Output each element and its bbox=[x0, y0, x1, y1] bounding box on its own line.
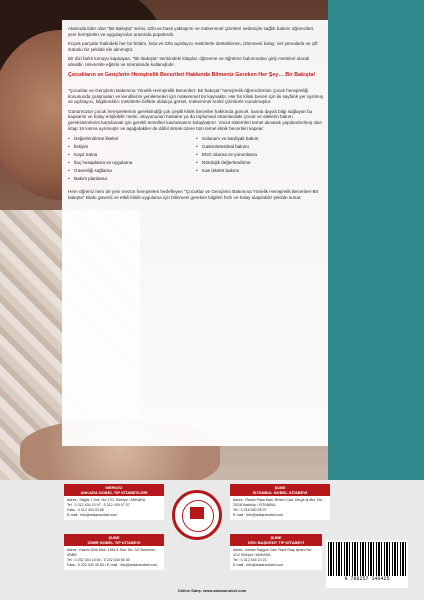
isbn-number: 9 786257 146425 bbox=[344, 576, 390, 582]
address-line: E-mail : info@ankaranobel.com bbox=[67, 513, 118, 517]
list-item: • Solunum ve kardiyak bakım bbox=[196, 135, 324, 143]
address-merkez bbox=[64, 484, 164, 520]
list-item: • Bakım planlama bbox=[68, 175, 196, 183]
teal-side-band bbox=[328, 0, 424, 480]
online-sales-link[interactable]: Online Satış: www.ankaranobel.com bbox=[177, 588, 247, 593]
logo-mark bbox=[190, 507, 204, 519]
text-panel bbox=[62, 20, 328, 446]
intro-paragraph-1: Alanında lider olan "Bir Bakışta" serisi, özlü ve basit yaklaşımı ve mükemmel çizimleri nedeniyle sağlık bakımı öğrencileri, yeni hemşireler ve uygulayıcılar arasında popülerdir. bbox=[68, 26, 315, 37]
skills-list-left bbox=[68, 135, 196, 183]
address-krc-body bbox=[230, 546, 322, 570]
address-line: Adres : Sağlık 1 Sok. No:17/C Sıhhiye / ANKARA bbox=[67, 498, 146, 502]
headline: Çocukların ve Gençlerin Hemşirelik Becerileri Hakkında Bilmeniz Gereken Her Şey… Bir Bakışta! bbox=[68, 71, 316, 78]
address-line: E-mail : info@ankaranobel.com bbox=[233, 513, 284, 517]
address-line: Adres : Rasim Paşa Mah. Rıhtım Cad. Derya İş Mrk. No: 20/18 Kadıköy / İSTANBUL bbox=[233, 498, 323, 507]
address-line: Faks : 0 232 343 30 83 • E-mail : info@ankaranobel.com bbox=[67, 563, 158, 567]
body-paragraph-2: Günümüzün çocuk hemşirelerinin gereksindiği çok çeşitli klinik beceriler hakkında güncel, kanıta dayalı bilgi sağlayan bu kapsamlı ve kolay erişilebilir metin, okuyucunun hastane ya da toplumsal ortamlardaki çocuk ve ailelerin bakım gereksinimlerini karşılamak için gerekli temelleri kavramasını kolaylaştırır. Vücut sistemleri temel alınarak yapılandırılmış olan kitap 16 kısma ayrılmıştır ve aşağıdakiler de dâhil olmak üzere tüm temel klinik becerileri kapsar: bbox=[68, 108, 323, 131]
address-istanbul-body bbox=[230, 496, 330, 520]
list-item: • Gastrointestinal bakımı bbox=[196, 143, 324, 151]
address-line: E-mail : info@ankaranobel.com bbox=[233, 563, 284, 567]
list-item: • Güvenliği sağlama bbox=[68, 167, 196, 175]
body-paragraph-1: "Çocuklar ve Gençlerin Bakımına Yönelik Hemşirelik Becerileri- Bir bakışta" hemşirelik öğrencilerinin çocuk hemşireliği konusunda çalışmaları ve kendilerini yenilemeleri için mükemmel bir kaynaktır. Her bir klinik beceri için iki sayfalık yer ayrılmış ve açıklayıcı, bilgilendirici metinlerle birlikte oldukça görsel, mükemmel renkli çizimlerle sunulmuştur. bbox=[68, 87, 324, 105]
address-istanbul bbox=[230, 484, 330, 520]
list-item: • İlaç hesaplama ve uygulama bbox=[68, 159, 196, 167]
address-line: Faks : 0 312 434 03 86 bbox=[67, 508, 104, 512]
intro-paragraph-3: Bir dizi farklı konuyu kapsayan, "Bir Bakışta" serisindeki kitaplar, öğrenme ve öğretme bakımından giriş metinleri olarak idealdir, üniversite eğitimi ve sonrasında kullanışlıdır. bbox=[68, 56, 310, 67]
address-izmir bbox=[64, 534, 164, 570]
address-line: Tel : 0 312 434 10 97 - 0 312 434 07 07 bbox=[67, 503, 130, 507]
address-izmir-title: ŞUBE İZMİR NOBEL TIP KİTABEVİ bbox=[64, 534, 164, 546]
address-merkez-body bbox=[64, 496, 164, 520]
address-line: Tel : 0 232 343 15 50 - 0 232 343 60 30 bbox=[67, 558, 130, 562]
skills-list bbox=[68, 135, 324, 183]
list-item: • İletişim bbox=[68, 143, 196, 151]
list-item: • Kas iskelet bakımı bbox=[196, 167, 324, 175]
address-izmir-body bbox=[64, 546, 164, 570]
intro-paragraph-2: Küçük parçalar halindeki her bir bölüm, kısa ve özlü açıklayıcı metinlerle desteklenen, izlenmesi kolay; net şemalarla ve çift sütunlu bir şekilde ele alınmıştır. bbox=[68, 41, 318, 52]
list-item: • Nörolojik değerlendirme bbox=[196, 159, 324, 167]
address-krc-title: ŞUBE KRC BAŞKENT TIP KİTABEVİ bbox=[230, 534, 322, 546]
publisher-logo-seal bbox=[172, 490, 222, 540]
skills-list-right bbox=[196, 135, 324, 183]
address-krc bbox=[230, 534, 322, 570]
address-line: Adres : Adnan Saygun Cad. Rauf Oray İşhanı No: 4/12 Sıhhiye / ANKARA bbox=[233, 548, 313, 557]
address-istanbul-title: ŞUBE İSTANBUL NOBEL KİTABEVİ bbox=[230, 484, 330, 496]
barcode-bars bbox=[328, 542, 406, 576]
list-item: • Kayıt tutma bbox=[68, 151, 196, 159]
address-merkez-title: MERKEZ ANKARA NOBEL TIP KİTABEVLERİ bbox=[64, 484, 164, 496]
address-line: Adres : Kazım Dirik Mah. 1961/1 Sok. No: 3/2 Bornova / İZMİR bbox=[67, 548, 156, 557]
list-item: • EKG okuma ve yorumlama bbox=[196, 151, 324, 159]
text-panel-inner bbox=[68, 26, 324, 204]
list-item: • Değerlendirme ilkeleri bbox=[68, 135, 196, 143]
body-paragraph-3: Hem öğrenci hem de yeni mezun hemşireleri hedefleyen "Çocuklar ve Gençlerin Bakımına Yönelik Hemşirelik Becerileri-Bir bakışta" kitabı güvenli ve etkili klinik uygulama için bilinmesi gereken bilgileri hızlı ve kolay ulaşılabilir şekilde sunar. bbox=[68, 189, 319, 200]
address-line: Tel : 0 216 550 09 07 bbox=[233, 508, 267, 512]
address-line: Tel : 0 312 434 10 22 bbox=[233, 558, 267, 562]
isbn-barcode bbox=[326, 540, 408, 588]
